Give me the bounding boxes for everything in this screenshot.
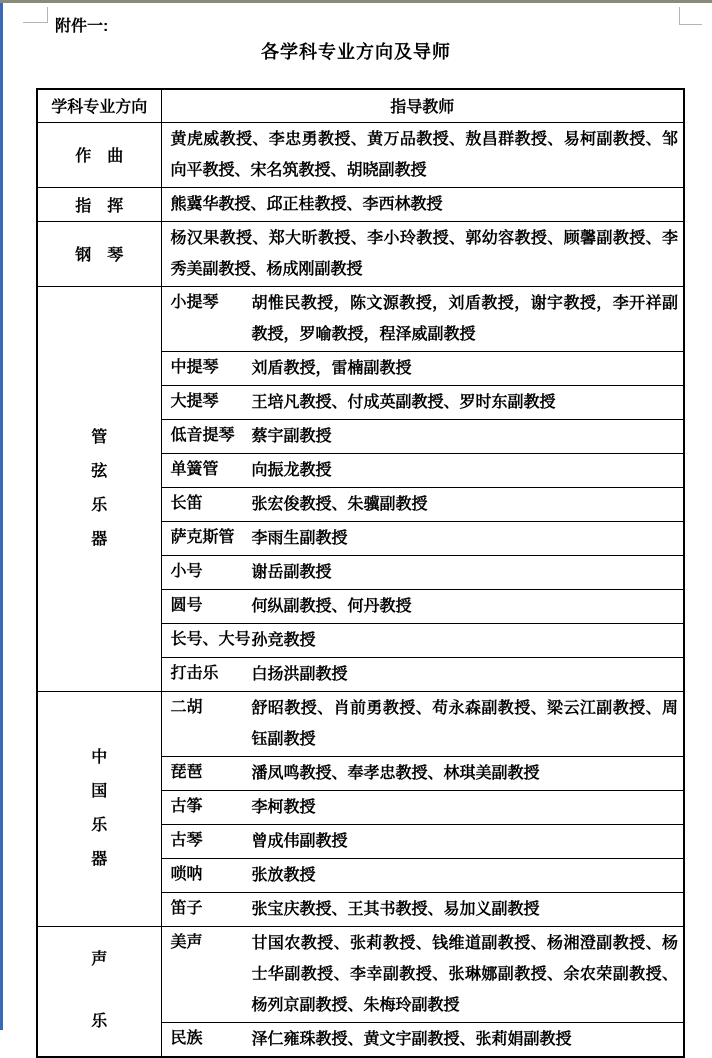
vocal-style-label: 民族 xyxy=(170,1029,203,1047)
instrument-label: 二胡 xyxy=(170,698,203,716)
teachers-text: 张放教授 xyxy=(251,866,316,884)
column-header-discipline: 学科专业方向 xyxy=(37,89,161,122)
teachers-cell: 黄虎威教授、李忠勇教授、黄万品教授、敖昌群教授、易柯副教授、邹向平教授、宋名筑教授、胡晓副教授 xyxy=(161,122,684,187)
instrument-label: 小号 xyxy=(170,562,203,580)
table-header-row xyxy=(37,89,684,122)
teachers-cell xyxy=(161,487,684,521)
instrument-label: 古筝 xyxy=(170,797,203,815)
page-title: 各学科专业方向及导师 xyxy=(261,42,451,62)
instrument-label: 长笛 xyxy=(170,494,203,512)
teachers-cell xyxy=(161,555,684,589)
text-boundary-mark-top-right xyxy=(679,7,702,25)
teachers-text: 孙竞教授 xyxy=(251,631,316,649)
teachers-cell xyxy=(161,623,684,657)
teachers-text: 张宏俊教授、朱骥副教授 xyxy=(251,495,428,513)
teachers-text: 王培凡教授、付成英副教授、罗时东副教授 xyxy=(251,393,556,411)
category-cell-chinese-instruments xyxy=(37,691,161,926)
vocal-style-label: 美声 xyxy=(170,933,203,951)
category-vertical-label: 中 国 乐 器 xyxy=(91,748,108,868)
table-row xyxy=(37,926,684,1022)
teachers-cell: 熊冀华教授、邱正桂教授、李西林教授 xyxy=(161,187,684,221)
attachment-label: 附件一: xyxy=(55,18,109,35)
window-left-edge xyxy=(0,3,3,1030)
table-row xyxy=(37,691,684,756)
instrument-label: 笛子 xyxy=(170,899,203,917)
table-row xyxy=(37,187,684,221)
instrument-label: 小提琴 xyxy=(170,293,219,311)
category-vertical-label: 管 弦 乐 器 xyxy=(91,428,108,548)
instrument-label: 中提琴 xyxy=(170,358,219,376)
instrument-label: 唢呐 xyxy=(170,865,203,883)
teachers-text: 谢岳副教授 xyxy=(251,563,332,581)
instrument-label: 萨克斯管 xyxy=(170,528,235,546)
instrument-label: 长号、大号 xyxy=(170,630,251,648)
teachers-text: 曾成伟副教授 xyxy=(251,832,348,850)
teachers-text: 向振龙教授 xyxy=(251,461,332,479)
instrument-label: 低音提琴 xyxy=(170,426,235,444)
teachers-text: 蔡宇副教授 xyxy=(251,427,332,445)
teachers-text: 李雨生副教授 xyxy=(251,529,348,547)
teachers-cell xyxy=(161,419,684,453)
category-cell-vocal xyxy=(37,926,161,1057)
table-row xyxy=(37,122,684,187)
instrument-label: 圆号 xyxy=(170,596,203,614)
teachers-cell: 杨汉果教授、郑大昕教授、李小玲教授、郭幼容教授、顾馨副教授、李秀美副教授、杨成刚副教授 xyxy=(161,221,684,286)
teachers-cell xyxy=(161,790,684,824)
teachers-cell xyxy=(161,756,684,790)
teachers-text: 甘国农教授、张莉教授、钱维道副教授、杨湘澄副教授、杨士华副教授、李幸副教授、张琳娜副教授、余农荣副教授、杨列京副教授、朱梅玲副教授 xyxy=(251,934,678,1014)
teachers-cell xyxy=(161,1022,684,1057)
window-top-edge xyxy=(0,0,712,3)
teachers-text: 李柯教授 xyxy=(251,798,316,816)
instrument-label: 古琴 xyxy=(170,831,203,849)
teachers-cell xyxy=(161,926,684,1022)
table-row xyxy=(37,286,684,351)
teachers-cell xyxy=(161,858,684,892)
text-boundary-mark-top-left xyxy=(23,7,48,23)
teachers-cell xyxy=(161,824,684,858)
category-cell-orchestral-instruments xyxy=(37,286,161,691)
teachers-text: 刘盾教授，雷楠副教授 xyxy=(251,359,412,377)
instrument-label: 大提琴 xyxy=(170,392,219,410)
teachers-text: 张宝庆教授、王其书教授、易加义副教授 xyxy=(251,900,540,918)
instrument-label: 琵琶 xyxy=(170,763,203,781)
teachers-text: 泽仁雍珠教授、黄文宇副教授、张莉娟副教授 xyxy=(251,1030,572,1048)
teachers-cell xyxy=(161,691,684,756)
teachers-cell xyxy=(161,286,684,351)
teachers-text: 潘凤鸣教授、奉孝忠教授、林琪美副教授 xyxy=(251,764,540,782)
teachers-text: 舒昭教授、肖前勇教授、苟永森副教授、梁云江副教授、周钰副教授 xyxy=(251,699,678,748)
teachers-text: 胡惟民教授，陈文源教授，刘盾教授，谢宇教授，李开祥副教授，罗喻教授，程泽威副教授 xyxy=(251,294,678,343)
teachers-cell xyxy=(161,589,684,623)
column-header-teachers: 指导教师 xyxy=(161,89,684,122)
teachers-cell xyxy=(161,892,684,926)
instrument-label: 打击乐 xyxy=(170,664,219,682)
category-vertical-label: 声 乐 xyxy=(91,951,108,1030)
teachers-cell xyxy=(161,453,684,487)
category-cell-piano: 钢 琴 xyxy=(37,221,161,286)
category-cell-conducting: 指 挥 xyxy=(37,187,161,221)
table-row xyxy=(37,221,684,286)
teachers-text: 何纵副教授、何丹教授 xyxy=(251,597,412,615)
teachers-text: 白扬洪副教授 xyxy=(251,665,348,683)
teachers-cell xyxy=(161,385,684,419)
teachers-cell xyxy=(161,521,684,555)
supervisors-table xyxy=(36,88,685,1058)
category-cell-composition: 作 曲 xyxy=(37,122,161,187)
teachers-cell xyxy=(161,351,684,385)
teachers-cell xyxy=(161,657,684,691)
instrument-label: 单簧管 xyxy=(170,460,219,478)
